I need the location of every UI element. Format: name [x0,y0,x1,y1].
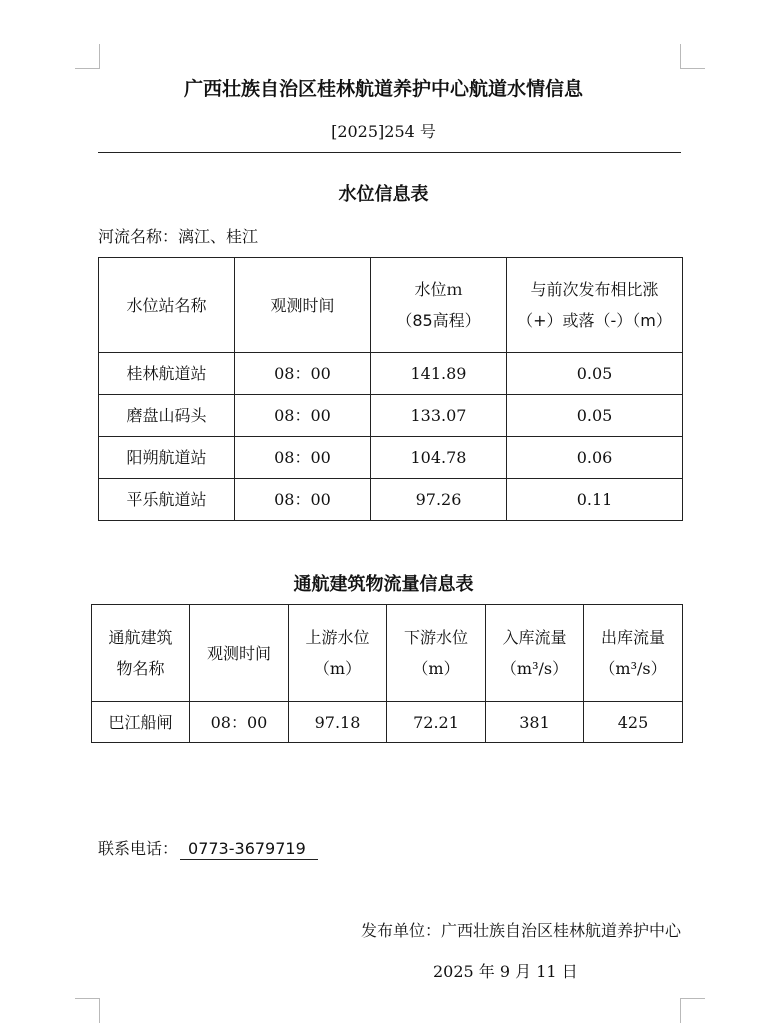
downstream-level-cell: 72.21 [387,702,486,743]
header-upstream-level [289,605,387,702]
time-cell: 08：00 [235,437,371,479]
water-level-cell: 97.26 [371,479,507,521]
crop-mark-bottom-left [75,998,100,1023]
header-observation-time: 观测时间 [190,605,289,702]
phone-number: 0773-3679719 [180,839,318,860]
header-downstream-level-line1: 下游水位 [403,628,468,647]
level-change-cell: 0.05 [507,395,683,437]
river-name-label: 河流名称：漓江、桂江 [98,227,259,246]
header-upstream-level-line1: 上游水位 [305,628,370,647]
upstream-level-cell: 97.18 [289,702,387,743]
header-inflow-line1: 入库流量 [502,628,567,647]
station-name-cell: 平乐航道站 [99,479,235,521]
contact-line [98,836,318,860]
header-upstream-level-unit: （m） [313,659,362,678]
contact-label: 联系电话： [98,839,179,858]
table-header-row [99,258,683,353]
outflow-cell: 425 [584,702,683,743]
table-row [99,479,683,521]
station-name-cell: 磨盘山码头 [99,395,235,437]
level-change-cell: 0.05 [507,353,683,395]
header-level-change [507,258,683,353]
table-header-row [92,605,683,702]
water-level-cell: 141.89 [371,353,507,395]
header-water-level [371,258,507,353]
structure-name-cell: 巴江船闸 [92,702,190,743]
crop-mark-top-left [75,44,100,69]
header-downstream-level-unit: （m） [412,659,460,678]
water-level-cell: 133.07 [371,395,507,437]
table-row [99,353,683,395]
flow-table [91,604,683,743]
header-water-level-line2: （85高程） [396,311,481,330]
header-inflow [486,605,584,702]
header-inflow-unit: （m³/s） [500,659,569,678]
time-cell: 08：00 [235,353,371,395]
publisher-line: 发布单位：广西壮族自治区桂林航道养护中心 [360,921,681,940]
water-level-cell: 104.78 [371,437,507,479]
header-structure-name-line2: 物名称 [116,659,165,678]
document-title: 广西壮族自治区桂林航道养护中心航道水情信息 [183,78,583,100]
header-structure-name-line1: 通航建筑 [108,628,173,647]
station-name-cell: 阳朔航道站 [99,437,235,479]
header-outflow [584,605,683,702]
table-row [99,437,683,479]
header-outflow-unit: （m³/s） [599,659,667,678]
header-level-change-line1: 与前次发布相比涨 [530,280,659,299]
header-observation-time: 观测时间 [235,258,371,353]
time-cell: 08：00 [235,395,371,437]
header-structure-name [92,605,190,702]
time-cell: 08：00 [190,702,289,743]
station-name-cell: 桂林航道站 [99,353,235,395]
header-divider [98,152,681,153]
header-water-level-line1: 水位ｍ [414,280,463,299]
header-level-change-line2: （+）或落（-）（m） [517,311,672,330]
crop-mark-bottom-right [680,998,705,1023]
time-cell: 08：00 [235,479,371,521]
table-row [99,395,683,437]
level-change-cell: 0.11 [507,479,683,521]
table-row [92,702,683,743]
publish-date: 2025 年 9 月 11 日 [433,962,578,981]
header-station-name: 水位站名称 [99,258,235,353]
header-downstream-level [387,605,486,702]
document-number: [2025]254 号 [331,122,436,141]
header-outflow-line1: 出库流量 [600,628,665,647]
water-level-table [98,257,683,521]
level-change-cell: 0.06 [507,437,683,479]
flow-table-title: 通航建筑物流量信息表 [293,574,474,595]
inflow-cell: 381 [486,702,584,743]
water-level-table-title: 水位信息表 [338,184,429,205]
crop-mark-top-right [680,44,705,69]
